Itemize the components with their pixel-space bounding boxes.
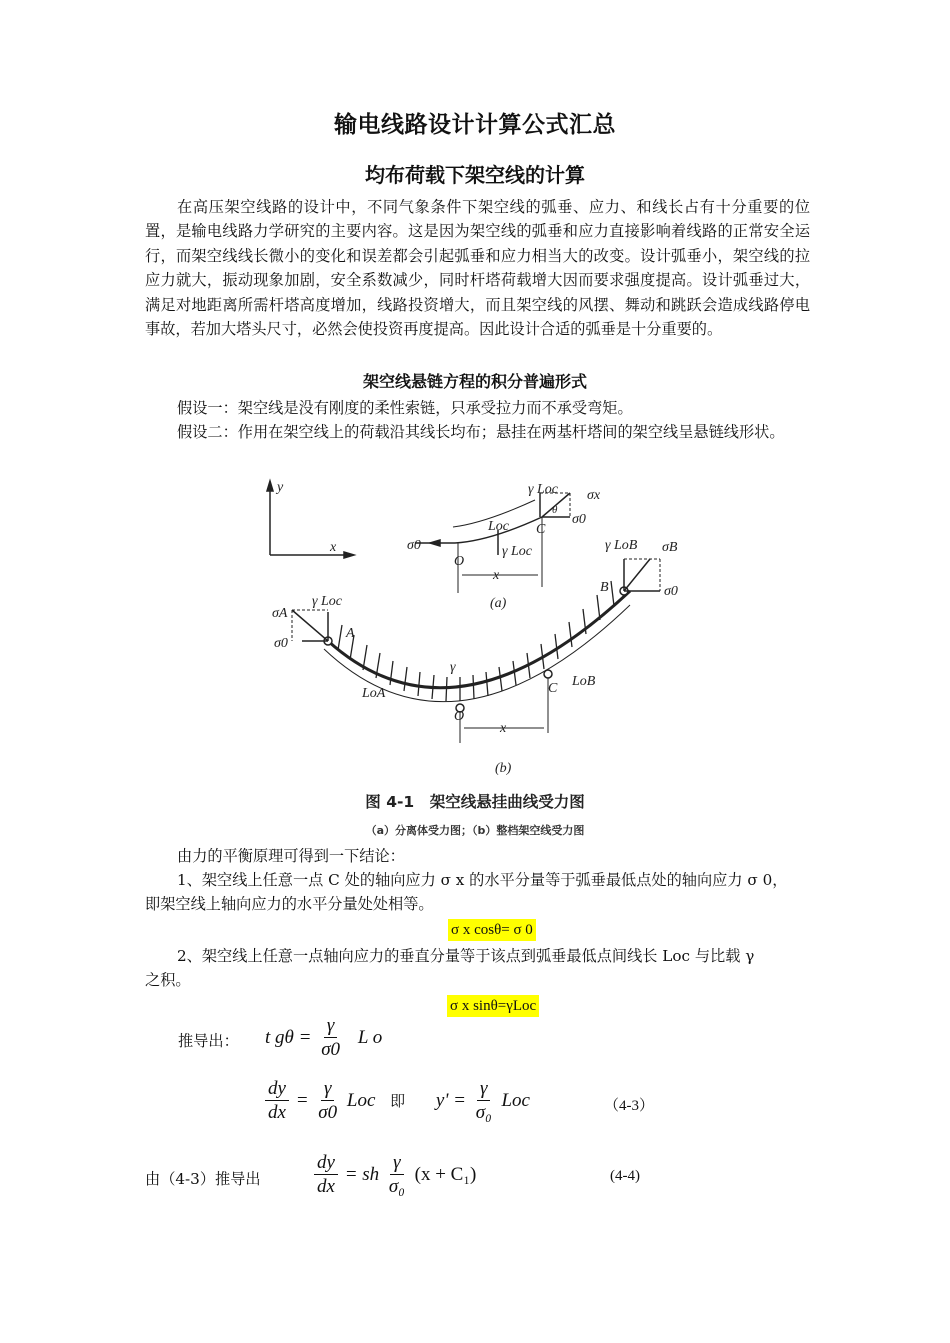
- svg-text:θ: θ: [552, 504, 558, 516]
- svg-text:x: x: [493, 568, 500, 583]
- figure-4-1-diagram: [250, 475, 700, 785]
- svg-text:y: y: [277, 480, 284, 495]
- eq44-gamma-den: σ₀: [388, 1176, 405, 1197]
- eq-dydx-gamma-num: γ: [321, 1078, 335, 1101]
- section-heading: 架空线悬链方程的积分普遍形式: [362, 372, 587, 391]
- from-4-3-label: 由（4-3）推导出: [145, 1170, 261, 1188]
- conclusion-2-line2: 之积。: [145, 971, 191, 989]
- eq-ji-label: 即: [390, 1091, 406, 1110]
- svg-text:O: O: [454, 554, 465, 569]
- svg-text:σ0: σ0: [274, 636, 288, 651]
- eq-yprime-num: γ: [477, 1078, 491, 1101]
- svg-text:γ LoB: γ LoB: [605, 538, 638, 553]
- svg-text:γ Loc: γ Loc: [528, 482, 559, 497]
- document-title: 输电线路设计计算公式汇总: [334, 112, 616, 138]
- svg-text:σ0: σ0: [572, 512, 586, 527]
- eq-dydx-equals: =: [295, 1089, 309, 1111]
- eq-yprime-den: σ₀: [475, 1102, 492, 1123]
- eq44-sh: = sh: [344, 1163, 380, 1185]
- eq-dydx-fraction: [265, 1078, 289, 1125]
- eq-tg-lhs: t gθ =: [265, 1026, 312, 1048]
- eq-dydx-gamma-fraction: [315, 1078, 340, 1125]
- assumption-1: 假设一：架空线是没有刚度的柔性索链，只承受拉力而不承受弯矩。: [177, 399, 633, 417]
- svg-text:C: C: [536, 522, 546, 537]
- conclusion-1-line2: 即架空线上轴向应力的水平分量处处相等。: [145, 895, 434, 913]
- svg-text:(a): (a): [490, 596, 507, 611]
- svg-text:x: x: [500, 721, 507, 736]
- svg-text:γ Loc: γ Loc: [312, 594, 343, 609]
- equation-dy-dx: [263, 1078, 530, 1125]
- eq-tg-fraction: [318, 1015, 343, 1062]
- equation-tg-theta: [265, 1015, 382, 1062]
- equation-number-4-3: （4-3）: [604, 1098, 654, 1114]
- conclusion-intro: 由力的平衡原理可得到一下结论：: [177, 847, 405, 865]
- assumption-2: 假设二：作用在架空线上的荷载沿其线长均布；悬挂在两基杆塔间的架空线呈悬链线形状。: [177, 423, 785, 441]
- eq-tg-denominator: σ0: [321, 1039, 341, 1060]
- svg-text:σ0: σ0: [407, 538, 421, 553]
- svg-text:γ: γ: [450, 660, 456, 675]
- eq-yprime-fraction: [473, 1078, 495, 1125]
- svg-text:LoB: LoB: [572, 674, 596, 689]
- derive-label: 推导出：: [178, 1032, 239, 1050]
- svg-text:σ0: σ0: [664, 584, 678, 599]
- eq44-gamma-num: γ: [390, 1152, 404, 1175]
- formula-2-highlight: σ x sinθ=γLoc: [447, 995, 539, 1017]
- svg-text:A: A: [346, 626, 355, 641]
- eq-tg-rhs: L o: [357, 1026, 383, 1048]
- svg-text:γ Loc: γ Loc: [502, 544, 533, 559]
- formula-1-highlight: σ x cosθ= σ 0: [448, 919, 536, 941]
- eq44-num: dy: [314, 1152, 338, 1175]
- svg-text:O: O: [454, 709, 465, 724]
- eq44-dydx-fraction: [314, 1152, 338, 1199]
- svg-text:σx: σx: [587, 488, 601, 503]
- svg-text:LoA: LoA: [362, 686, 386, 701]
- svg-text:σA: σA: [272, 606, 288, 621]
- eq-dydx-num: dy: [265, 1078, 289, 1101]
- intro-paragraph: 在高压架空线路的设计中，不同气象条件下架空线的弧垂、应力、和线长占有十分重要的位置，是输电线路力学研究的主要内容。这是因为架空线的弧垂和应力直接影响着线路的正常安全运行，而架空线线长微小的变化和误差都会引起弧垂和应力相当大的改变。设计弧垂小，架空线的拉应力就大，振动现象加剧，安全系数减少，同时杆塔荷载增大因而要求强度提高。设计弧垂过大，满足对地距离所需杆塔高度增加，线路投资增大，而且架空线的风摆、舞动和跳跃会造成线路停电事故，若加大塔头尺寸，必然会使投资再度提高。因此设计合适的弧垂是十分重要的。: [145, 198, 810, 339]
- eq44-rhs: (x + C₁): [414, 1163, 477, 1185]
- document-subtitle: 均布荷载下架空线的计算: [365, 163, 585, 187]
- equation-number-4-4: (4-4): [610, 1168, 640, 1184]
- svg-text:x: x: [330, 540, 337, 555]
- eq-tg-numerator: γ: [324, 1015, 338, 1038]
- figure-subcaption: （a）分离体受力图；（b）整档架空线受力图: [365, 824, 585, 837]
- eq-dydx-den: dx: [268, 1102, 286, 1123]
- svg-text:C: C: [548, 681, 558, 696]
- svg-text:(b): (b): [495, 761, 512, 776]
- eq-dydx-rhs: Loc: [346, 1089, 376, 1111]
- conclusion-2-line1: 2、架空线上任意一点轴向应力的垂直分量等于该点到弧垂最低点间线长 Loc 与比载 γ: [177, 947, 755, 965]
- eq-dydx-gamma-den: σ0: [318, 1102, 338, 1123]
- eq44-gamma-fraction: [386, 1152, 408, 1199]
- eq-yprime-lhs: y' =: [435, 1089, 466, 1111]
- eq44-den: dx: [317, 1176, 335, 1197]
- equation-4-4: [312, 1152, 476, 1199]
- svg-text:σB: σB: [662, 540, 678, 555]
- figure-caption: 图 4-1 架空线悬挂曲线受力图: [365, 793, 585, 811]
- svg-text:Loc: Loc: [488, 519, 509, 534]
- eq-yprime-rhs: Loc: [501, 1089, 530, 1111]
- conclusion-1-line1: 1、架空线上任意一点 C 处的轴向应力 σ x 的水平分量等于弧垂最低点处的轴向应力 σ 0，: [177, 871, 788, 889]
- svg-text:B: B: [600, 580, 609, 595]
